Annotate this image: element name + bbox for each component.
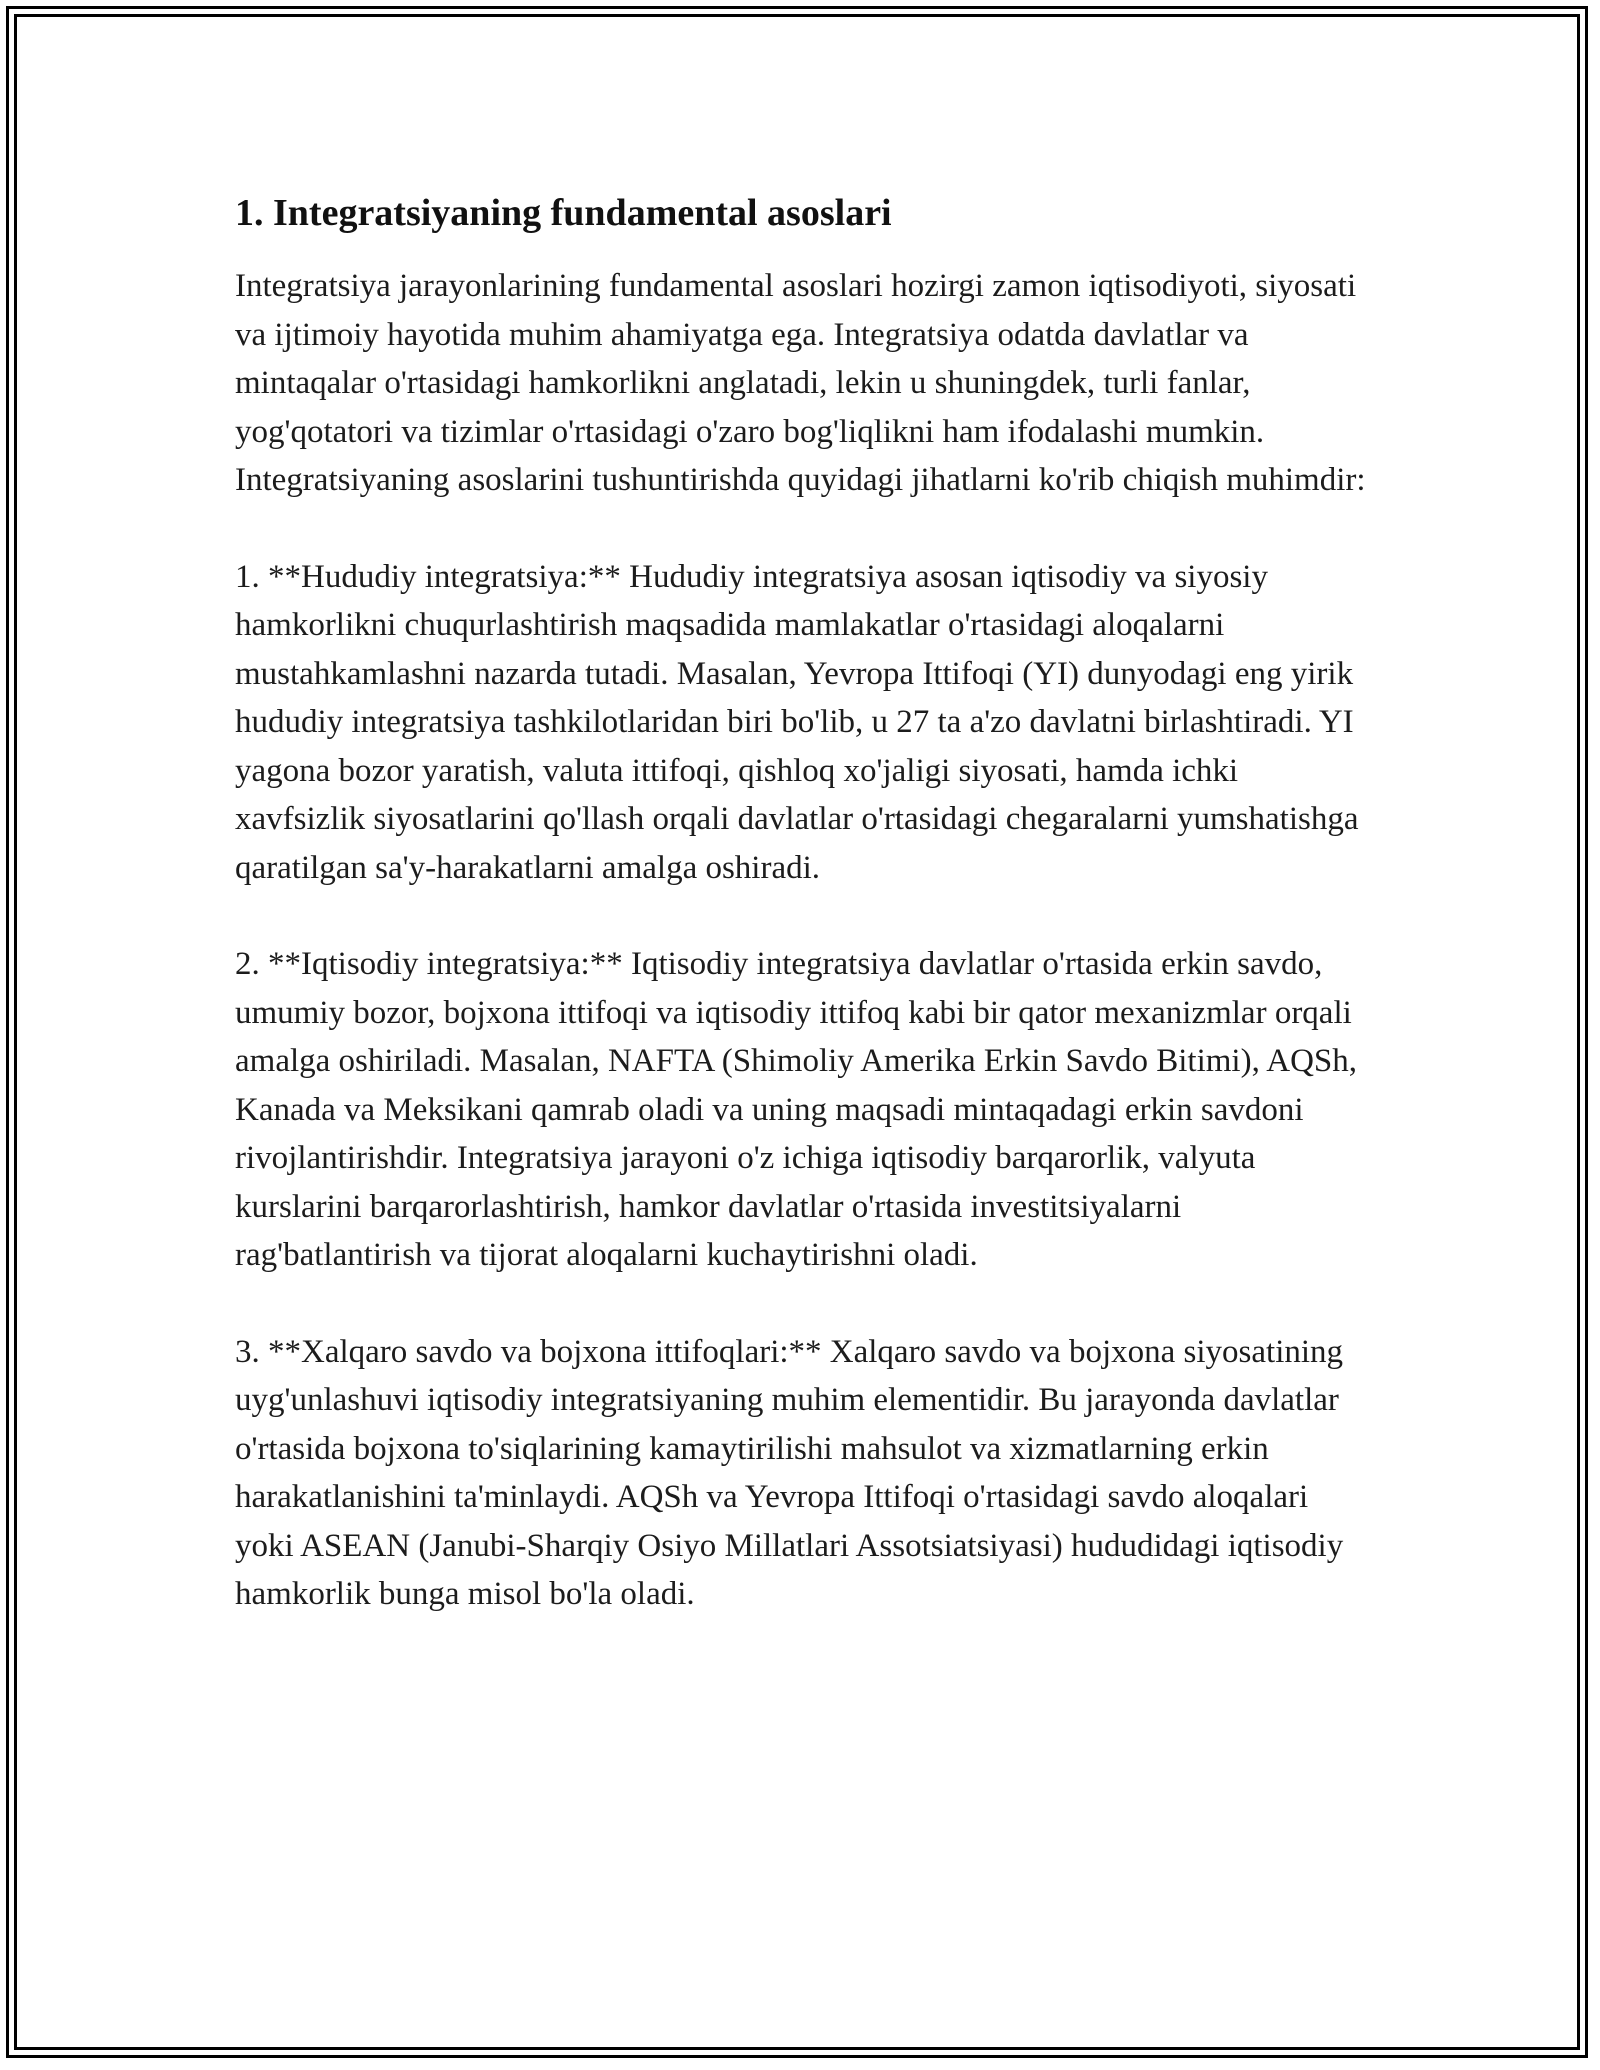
paragraph-trade-customs-unions: 3. **Xalqaro savdo va bojxona ittifoqlari:** Xalqaro savdo va bojxona siyosatining uyg'unlashuvi iqtisodiy integratsiyaning muhim elementidir. Bu jarayonda davlatlar o'rtasida bojxona to'siqlarining kamaytirilishi mahsulot va xizmatlarning erkin harakatlanishini ta'minlaydi. AQSh va Yevropa Ittifoqi o'rtasidagi savdo aloqalari yoki ASEAN (Janubi-Sharqiy Osiyo Millatlari Assotsiatsiyasi) hududidagi iqtisodiy hamkorlik bunga misol bo'la oladi.	[235, 1333, 1344, 1612]
section-heading: 1. Integratsiyaning fundamental asoslari	[235, 192, 892, 234]
document-body	[235, 186, 1375, 1667]
paragraph-economic-integration: 2. **Iqtisodiy integratsiya:** Iqtisodiy integratsiya davlatlar o'rtasida erkin savdo, umumiy bozor, bojxona ittifoqi va iqtisodiy ittifoq kabi bir qator mexanizmlar orqali amalga oshiriladi. Masalan, NAFTA (Shimoliy Amerika Erkin Savdo Bitimi), AQSh, Kanada va Meksikani qamrab oladi va uning maqsadi mintaqadagi erkin savdoni rivojlantirishdir. Integratsiya jarayoni o'z ichiga iqtisodiy barqarorlik, valyuta kurslarini barqarorlashtirish, hamkor davlatlar o'rtasida investitsiyalarni rag'batlantirish va tijorat aloqalarni kuchaytirishni oladi.	[235, 946, 1358, 1273]
paragraph-regional-integration: 1. **Hududiy integratsiya:** Hududiy integratsiya asosan iqtisodiy va siyosiy hamkorlikni chuqurlashtirish maqsadida mamlakatlar o'rtasidagi aloqalarni mustahkamlashni nazarda tutadi. Masalan, Yevropa Ittifoqi (YI) dunyodagi eng yirik hududiy integratsiya tashkilotlaridan biri bo'lib, u 27 ta a'zo davlatni birlashtiradi. YI yagona bozor yaratish, valuta ittifoqi, qishloq xo'jaligi siyosati, hamda ichki xavfsizlik siyosatlarini qo'llash orqali davlatlar o'rtasidagi chegaralarni yumshatishga qaratilgan sa'y-harakatlarni amalga oshiradi.	[235, 558, 1359, 886]
intro-paragraph: Integratsiya jarayonlarining fundamental asoslari hozirgi zamon iqtisodiyoti, siyosati va ijtimoiy hayotida muhim ahamiyatga ega. Integratsiya odatda davlatlar va mintaqalar o'rtasidagi hamkorlikni anglatadi, lekin u shuningdek, turli fanlar, yog'qotatori va tizimlar o'rtasidagi o'zaro bog'liqlikni ham ifodalashi mumkin. Integratsiyaning asoslarini tushuntirishda quyidagi jihatlarni ko'rib chiqish muhimdir:	[235, 268, 1366, 498]
